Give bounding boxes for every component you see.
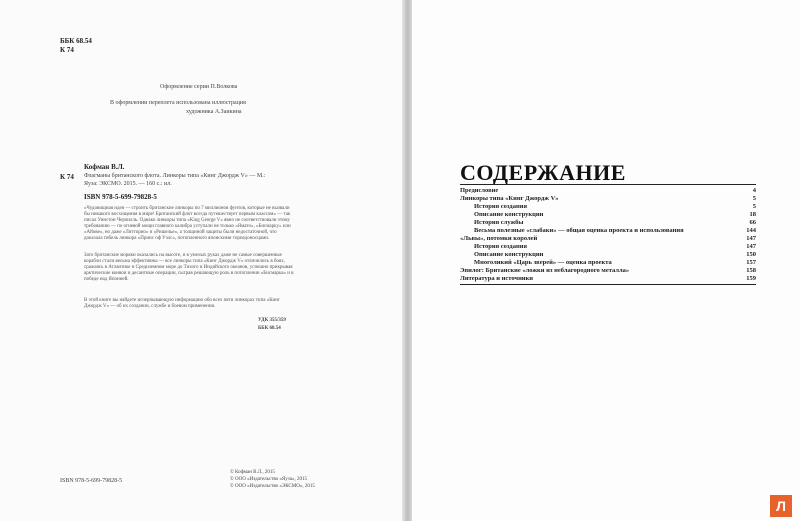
bbk-code-top: ББК 68.54 — [60, 37, 92, 45]
toc-entry — [460, 235, 756, 243]
toc-entry-title: Описание конструкции — [474, 251, 544, 258]
book-gutter — [402, 0, 412, 521]
toc-entry-title: «Львы», потомки королей — [460, 235, 538, 242]
toc-entry-page: 144 — [746, 227, 756, 234]
toc-entry — [460, 219, 756, 227]
toc-entry-title: Многоликий «Царь зверей» — оценка проекта — [474, 259, 612, 266]
toc-entry-page: 159 — [746, 275, 756, 282]
author-name: Кофман В.Л. — [84, 163, 125, 171]
toc-entry-page: 5 — [752, 195, 756, 202]
series-design-credit: Оформление серии П.Волкова — [160, 84, 238, 90]
author-mark-top: К 74 — [60, 46, 74, 54]
isbn: ISBN 978-5-699-79828-5 — [84, 193, 157, 201]
toc-entry-page: 147 — [746, 235, 756, 242]
toc-entry-page: 18 — [749, 211, 756, 218]
bbk-code-bottom: ББК 68.54 — [258, 326, 281, 331]
toc-entry-title: Весьма полезные «слабаки» — общая оценка проекта и использования — [474, 227, 684, 234]
toc-entry — [460, 211, 756, 219]
toc-entry-title: История создания — [474, 203, 527, 210]
book-description-line1: Флагманы британского флота. Линкоры типа «Кинг Джордж V» — М.: — [84, 173, 266, 179]
toc-entry — [460, 267, 756, 275]
toc-title: СОДЕРЖАНИЕ — [460, 160, 626, 185]
copyright-eksmo: © ООО «Издательство «ЭКСМО», 2015 — [230, 484, 315, 489]
toc-entry — [460, 227, 756, 235]
copyright-yauza: © ООО «Издательство «Яуза», 2015 — [230, 477, 307, 482]
toc-entry-title: Предисловие — [460, 187, 499, 194]
toc-entry-title: Литература и источники — [460, 275, 534, 282]
cover-illustration-note: В оформлении переплета использована иллюстрация — [110, 100, 246, 106]
toc-entry-page: 66 — [749, 219, 756, 226]
toc-entry-page: 158 — [746, 267, 756, 274]
toc-entry — [460, 187, 756, 195]
toc-bottom-rule — [460, 284, 756, 285]
toc-entry — [460, 203, 756, 211]
toc-entry — [460, 195, 756, 203]
toc-entry-page: 4 — [752, 187, 756, 194]
toc-entry-page: 147 — [746, 243, 756, 250]
isbn-bottom: ISBN 978-5-699-79828-5 — [60, 478, 123, 484]
toc-entry-title: Эпилог: Британские «ложки из неблагородного металла» — [460, 267, 630, 274]
toc-entry-title: История службы — [474, 219, 524, 226]
book-description-line2: Яуза: ЭКСМО. 2015. — 160 с.: ил. — [84, 181, 172, 187]
author-mark: К 74 — [60, 173, 74, 181]
copyright-author: © Кофман В.Л., 2015 — [230, 470, 275, 475]
toc-entry-title: Описание конструкции — [474, 211, 544, 218]
annotation-paragraph-2: Зато британские моряки оказались на высоте, и в умелых руках даже не самые совершенные корабли стали весьма эффективны — все линкоры типа «Кинг Джордж V» отличились в боях, сражаясь в Атлантике и Средиземном море до Тихого и Индийского океанов, успешно прикрывая арктические конвои и десантные операции, сыграв решающую роль в потоплении «Бисмарка» и в победе над Японией. — [84, 253, 294, 282]
udk-code: УДК 355/359 — [258, 318, 286, 323]
toc-entry — [460, 251, 756, 259]
toc-entry — [460, 243, 756, 251]
annotation-paragraph-1: «Чудовищная идея — строить британские линкоры по 7 миллионов фунтов, которые не вызвали бы никакого восхищения в мире! Британский флот всегда путешествует первым классом» — так писал Уинстон Черчилль. Однако линкоры типа «King George V» явно не соответствовали этому требованию — по огневой мощи главного калибра уступали не только «Ямато», «Бисмарку» или «Айове», но даже «Литторио» и «Ришелье», а толщиной защиты были недостаточной, что доказала гибель линкора «Принс оф Уэлс», потопленного японскими торпедоносцами. — [84, 206, 291, 241]
toc-entry — [460, 259, 756, 267]
annotation-paragraph-3: В этой книге вы найдете исчерпывающую информацию обо всех пяти линкорах типа «Кинг Джордж V» — об их создании, службе и боевом применении. — [84, 298, 280, 309]
toc-entry-page: 150 — [746, 251, 756, 258]
toc-entry-title: История создания — [474, 243, 527, 250]
toc-entry-title: Линкоры типа «Кинг Джордж V» — [460, 195, 559, 202]
toc-top-rule — [460, 184, 756, 185]
cover-illustrator: художника А.Заикина — [186, 109, 242, 115]
toc-entry — [460, 275, 756, 283]
toc-entry-page: 157 — [746, 259, 756, 266]
publisher-logo: Л — [770, 495, 792, 517]
toc-entry-page: 5 — [752, 203, 756, 210]
right-page — [412, 0, 800, 521]
